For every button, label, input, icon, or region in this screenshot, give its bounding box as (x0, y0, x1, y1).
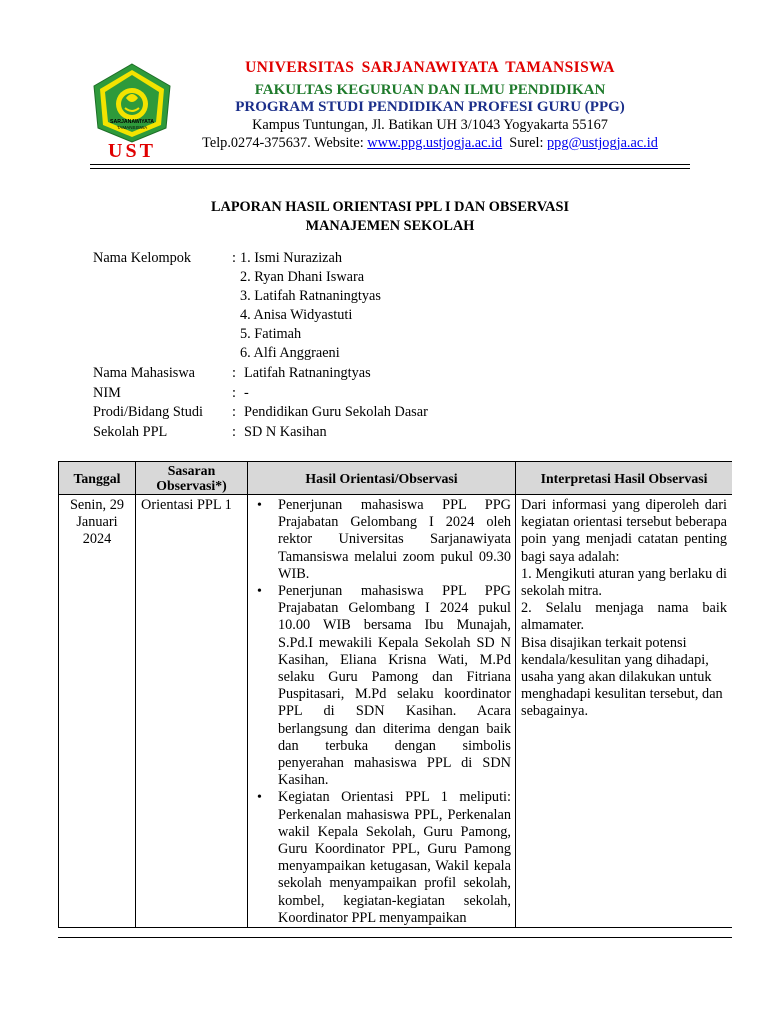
interpretation-cell (516, 495, 733, 928)
logo-bottom-text: TAMANSISWA (116, 125, 148, 130)
header-divider (90, 164, 690, 165)
prodi-colon: : (232, 404, 236, 420)
member-4: 4. Anisa Widyastuti (240, 307, 353, 323)
address: Kampus Tuntungan, Jl. Batikan UH 3/1043 Yogyakarta 55167 (252, 117, 608, 133)
col-header-target: Sasaran Observasi*) (136, 462, 248, 495)
nim-value: - (244, 385, 249, 401)
interpretation-intro: Dari informasi yang diperoleh dari kegiatan orientasi tersebut beberapa poin yang menjadi catatan penting bagi saya adalah: (521, 497, 727, 565)
result-item: • Kegiatan Orientasi PPL 1 meliputi: Perkenalan mahasiswa PPL, Perkenalan wakil Kepala Sekolah, Guru Pamong, Guru Koordinator PPL, Guru Pamong menyampaikan ketugasan, Wakil kepala sekolah menyampaikan profil sekolah, kombel, kegiatan-kegiatan sekolah, Koordinator PPL menyampaikan (278, 789, 511, 927)
phone-text: Telp.0274-375637. Website: (202, 135, 368, 151)
report-subtitle: MANAJEMEN SEKOLAH (305, 218, 475, 234)
logo-top-text: SARJANAWIYATA (110, 119, 154, 125)
interpretation-note: Bisa disajikan terkait potensi kendala/kesulitan yang dihadapi, usaha yang akan dilakukan untuk menghadapi kesulitan tersebut, dan sebagainya. (521, 634, 723, 720)
member-1: 1. Ismi Nurazizah (240, 250, 343, 266)
member-3: 3. Latifah Ratnaningtyas (240, 288, 381, 304)
observation-table (58, 461, 732, 938)
university-logo (86, 62, 178, 160)
school-value: SD N Kasihan (244, 424, 327, 440)
member-2: 2. Ryan Dhani Iswara (240, 269, 365, 285)
header-divider-thin (90, 168, 690, 169)
report-title: LAPORAN HASIL ORIENTASI PPL I DAN OBSERVASI (210, 199, 570, 215)
prodi-label: Prodi/Bidang Studi (93, 404, 204, 420)
university-name: UNIVERSITAS SARJANAWIYATA TAMANSISWA (245, 59, 615, 76)
email-link[interactable]: ppg@ustjogja.ac.id (547, 135, 658, 151)
interpretation-point-2: 2. Selalu menjaga nama baik almamater. (521, 600, 727, 634)
result-item: • Penerjunan mahasiswa PPL PPG Prajabatan Gelombang I 2024 pukul 10.00 WIB bersama Ibu Munajah, S.Pd.I mewakili Kepala Sekolah SD N Kasihan, Eliana Krisna Wati, M.Pd selaku Guru Pamong dan Fitriana Puspitasari, M.Pd selaku koordinator PPL di SDN Kasihan. Acara berlangsung dan diterima dengan baik dan terbuka dengan simbolis penyerahan mahasiswa PPL di SDN Kasihan. (278, 583, 511, 789)
group-colon: : (232, 250, 236, 266)
logo-caption: UST (108, 140, 156, 160)
prodi-value: Pendidikan Guru Sekolah Dasar (244, 404, 428, 420)
nim-colon: : (232, 385, 236, 401)
student-name-colon: : (232, 365, 236, 381)
program-name: PROGRAM STUDI PENDIDIKAN PROFESI GURU (PPG) (235, 99, 625, 115)
school-label: Sekolah PPL (93, 424, 168, 440)
student-name-label: Nama Mahasiswa (93, 365, 196, 381)
date-cell: Senin, 29 Januari 2024 (59, 495, 136, 928)
result-item: • Penerjunan mahasiswa PPL PPG Prajabatan Gelombang I 2024 oleh rektor Universitas Sarjanawiyata Tamansiswa melalui zoom pukul 09.30 WIB. (278, 497, 511, 583)
results-cell (248, 495, 516, 928)
contact-line (180, 135, 680, 152)
col-header-results: Hasil Orientasi/Observasi (248, 462, 516, 495)
member-6: 6. Alfi Anggraeni (240, 345, 340, 361)
email-label: Surel: (502, 135, 548, 151)
col-header-interpretation: Interpretasi Hasil Observasi (516, 462, 733, 495)
table-row (59, 495, 733, 928)
col-header-date: Tanggal (59, 462, 136, 495)
member-5: 5. Fatimah (240, 326, 302, 342)
nim-label: NIM (93, 385, 121, 401)
interpretation-point-1: 1. Mengikuti aturan yang berlaku di sekolah mitra. (521, 565, 727, 600)
student-name-value: Latifah Ratnaningtyas (244, 365, 371, 381)
school-colon: : (232, 424, 236, 440)
group-label: Nama Kelompok (93, 250, 192, 266)
target-cell: Orientasi PPL 1 (136, 495, 248, 928)
faculty-name: FAKULTAS KEGURUAN DAN ILMU PENDIDIKAN (254, 82, 606, 98)
ust-emblem-icon (86, 62, 178, 160)
table-header-row (59, 462, 733, 495)
website-link[interactable]: www.ppg.ustjogja.ac.id (367, 135, 503, 151)
